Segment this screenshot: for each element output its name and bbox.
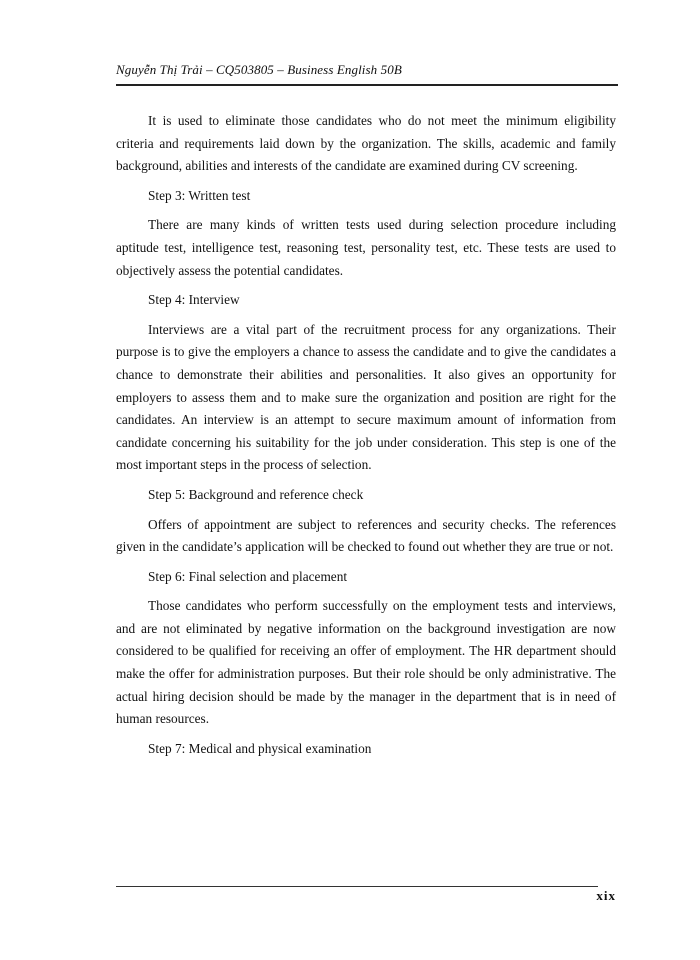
paragraph-written-test: There are many kinds of written tests used during selection procedure including aptitude test, intelligence test, reasoning test, personality test, etc. These tests are used to objectively assess the potential candidates. (116, 217, 616, 278)
paragraph-interview: Interviews are a vital part of the recruitment process for any organizations. Their purpose is to give the employers a chance to assess the candidate and to give the candidates a chance to demonstrate their abilities and personalities. It also gives an opportunity for employers to assess them and to make sure the organization and position are right for the candidates. An interview is an attempt to secure maximum amount of information from candidate concerning his suitability for the job under consideration. This step is one of the most important steps in the process of selection. (116, 321, 616, 473)
paragraph-final-selection: Those candidates who perform successfully on the employment tests and interviews, and are not eliminated by negative information on the background investigation are now considered to be qualified for receiving an offer of employment. The HR department should make the offer for administration purposes. But their role should be only administrative. The actual hiring decision should be made by the manager in the department that is in need of human resources. (116, 598, 616, 727)
paragraph-background-check: Offers of appointment are subject to references and security checks. The references given in the candidate’s application will be checked to found out whether they are true or not. (116, 516, 616, 555)
header-divider (116, 84, 618, 86)
document-body (116, 110, 616, 767)
step-heading-medical-exam: Step 7: Medical and physical examination (148, 740, 372, 756)
running-header: Nguyễn Thị Trải – CQ503805 – Business English 50B (116, 62, 402, 77)
footer-divider (116, 886, 598, 887)
page-number: xix (596, 888, 616, 903)
paragraph-cv-screening: It is used to eliminate those candidates who do not meet the minimum eligibility criteria and requirements laid down by the organization. The skills, academic and family background, abilities and interests of the candidate are examined during CV screening. (116, 113, 616, 174)
step-heading-interview: Step 4: Interview (148, 292, 240, 308)
step-heading-final-selection: Step 6: Final selection and placement (148, 568, 348, 584)
step-heading-written-test: Step 3: Written test (148, 187, 251, 203)
step-heading-background-check: Step 5: Background and reference check (148, 486, 364, 502)
